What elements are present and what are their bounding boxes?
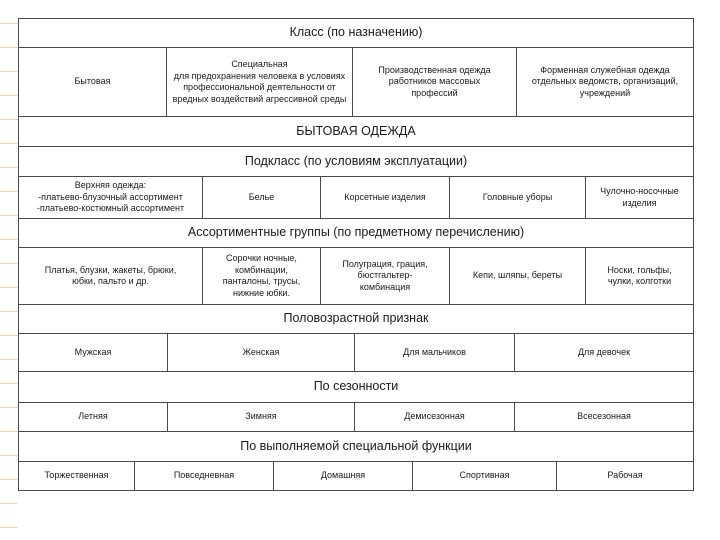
class-production: Производственная одежда работников массовых профессий: [352, 47, 517, 117]
subclass-header: Подкласс (по условиям эксплуатации): [18, 146, 694, 177]
subclass-underwear: Белье: [202, 176, 321, 219]
season-demi: Демисезонная: [354, 402, 515, 432]
gender-girls: Для девочек: [514, 333, 694, 372]
ruled-margin: [0, 0, 18, 540]
assortment-outerwear: Платья, блузки, жакеты, брюки, юбки, пальто и др.: [18, 247, 203, 305]
assortment-header: Ассортиментные группы (по предметному перечислению): [18, 218, 694, 248]
gender-female: Женская: [167, 333, 355, 372]
season-all: Всесезонная: [514, 402, 694, 432]
class-uniform: Форменная служебная одежда отдельных ведомств, организаций, учреждений: [516, 47, 694, 117]
subclass-outerwear: Верхняя одежда: -платьево-блузочный ассортимент -платьево-костюмный ассортимент: [18, 176, 203, 219]
class-household: Бытовая: [18, 47, 167, 117]
class-header: Класс (по назначению): [18, 18, 694, 48]
season-summer: Летняя: [18, 402, 168, 432]
assortment-headwear: Кепи, шляпы, береты: [449, 247, 586, 305]
gender-boys: Для мальчиков: [354, 333, 515, 372]
assortment-hosiery: Носки, гольфы, чулки, колготки: [585, 247, 694, 305]
function-sport: Спортивная: [412, 461, 557, 491]
function-ceremonial: Торжественная: [18, 461, 135, 491]
subclass-hosiery: Чулочно-носочные изделия: [585, 176, 694, 219]
season-header: По сезонности: [18, 371, 694, 403]
assortment-underwear: Сорочки ночные, комбинации, панталоны, трусы, нижние юбки.: [202, 247, 321, 305]
function-header: По выполняемой специальной функции: [18, 431, 694, 462]
household-header: БЫТОВАЯ ОДЕЖДА: [18, 116, 694, 147]
season-winter: Зимняя: [167, 402, 355, 432]
function-home: Домашняя: [273, 461, 413, 491]
class-special: Специальная для предохранения человека в условиях профессиональной деятельности от вредных воздействий агрессивной среды: [166, 47, 353, 117]
function-work: Рабочая: [556, 461, 694, 491]
gender-header: Половозрастной признак: [18, 304, 694, 334]
subclass-headwear: Головные уборы: [449, 176, 586, 219]
assortment-corsetry: Полуграция, грация, бюстгальтер-комбинация: [320, 247, 450, 305]
subclass-corsetry: Корсетные изделия: [320, 176, 450, 219]
gender-male: Мужская: [18, 333, 168, 372]
function-everyday: Повседневная: [134, 461, 274, 491]
